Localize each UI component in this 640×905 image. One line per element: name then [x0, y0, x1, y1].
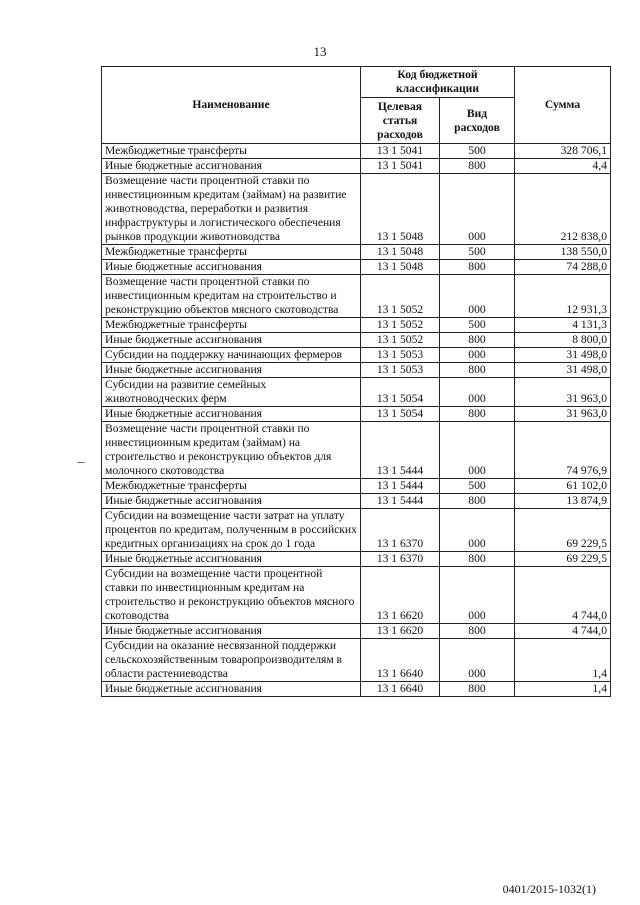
row-name: Иные бюджетные ассигнования	[102, 363, 361, 378]
row-sum: 8 800,0	[515, 333, 611, 348]
row-kind-code: 800	[440, 363, 515, 378]
row-kind-code: 000	[440, 275, 515, 318]
row-target-code: 13 1 5054	[361, 378, 440, 407]
table-row	[102, 407, 611, 422]
row-name: Иные бюджетные ассигнования	[102, 260, 361, 275]
row-sum: 69 229,5	[515, 509, 611, 552]
row-name: Субсидии на поддержку начинающих фермеров	[102, 348, 361, 363]
row-target-code: 13 1 6370	[361, 552, 440, 567]
row-name: Иные бюджетные ассигнования	[102, 624, 361, 639]
row-target-code: 13 1 5052	[361, 275, 440, 318]
row-sum: 13 874,9	[515, 494, 611, 509]
table-row	[102, 318, 611, 333]
row-sum: 31 498,0	[515, 363, 611, 378]
row-kind-code: 000	[440, 348, 515, 363]
row-kind-code: 500	[440, 144, 515, 159]
row-target-code: 13 1 5048	[361, 174, 440, 245]
row-name: Субсидии на возмещение части затрат на уплату процентов по кредитам, полученным в российских кредитных организациях на срок до 1 года	[102, 509, 361, 552]
row-kind-code: 000	[440, 639, 515, 682]
row-kind-code: 500	[440, 318, 515, 333]
table-row	[102, 260, 611, 275]
row-sum: 31 498,0	[515, 348, 611, 363]
table-row	[102, 348, 611, 363]
header-code-group: Код бюджетной классификации	[361, 67, 515, 98]
margin-mark	[77, 462, 85, 463]
row-target-code: 13 1 5052	[361, 318, 440, 333]
row-name: Иные бюджетные ассигнования	[102, 552, 361, 567]
row-target-code: 13 1 5048	[361, 260, 440, 275]
row-sum: 4 744,0	[515, 624, 611, 639]
table-row	[102, 639, 611, 682]
row-sum: 4,4	[515, 159, 611, 174]
table-body	[102, 144, 611, 697]
table-row	[102, 144, 611, 159]
row-target-code: 13 1 5041	[361, 144, 440, 159]
row-name: Субсидии на возмещение части процентной ставки по инвестиционным кредитам на строительство и реконструкцию объектов мясного скотоводства	[102, 567, 361, 624]
header-sum: Сумма	[515, 67, 611, 144]
row-sum: 74 976,9	[515, 422, 611, 479]
row-sum: 1,4	[515, 639, 611, 682]
row-kind-code: 000	[440, 567, 515, 624]
table-row	[102, 479, 611, 494]
table-row	[102, 494, 611, 509]
table-row	[102, 174, 611, 245]
document-code: 0401/2015-1032(1)	[502, 882, 596, 896]
row-target-code: 13 1 5444	[361, 422, 440, 479]
row-kind-code: 800	[440, 624, 515, 639]
row-name: Иные бюджетные ассигнования	[102, 333, 361, 348]
row-target-code: 13 1 5444	[361, 479, 440, 494]
row-kind-code: 800	[440, 159, 515, 174]
row-sum: 138 550,0	[515, 245, 611, 260]
row-sum: 69 229,5	[515, 552, 611, 567]
row-target-code: 13 1 5053	[361, 348, 440, 363]
row-kind-code: 000	[440, 422, 515, 479]
row-sum: 212 838,0	[515, 174, 611, 245]
row-target-code: 13 1 5041	[361, 159, 440, 174]
table-header	[102, 67, 611, 144]
budget-table	[101, 66, 611, 697]
table-row	[102, 567, 611, 624]
row-kind-code: 800	[440, 407, 515, 422]
row-name: Иные бюджетные ассигнования	[102, 494, 361, 509]
row-kind-code: 500	[440, 245, 515, 260]
page-number: 13	[313, 44, 327, 59]
row-name: Иные бюджетные ассигнования	[102, 159, 361, 174]
row-name: Иные бюджетные ассигнования	[102, 682, 361, 697]
row-name: Межбюджетные трансферты	[102, 245, 361, 260]
table-row	[102, 333, 611, 348]
row-sum: 328 706,1	[515, 144, 611, 159]
row-name: Субсидии на оказание несвязанной поддержки сельскохозяйственным товаропроизводителям в области растениеводства	[102, 639, 361, 682]
row-kind-code: 800	[440, 682, 515, 697]
row-kind-code: 800	[440, 552, 515, 567]
row-name: Межбюджетные трансферты	[102, 479, 361, 494]
header-kind: Вид расходов	[440, 98, 515, 144]
row-kind-code: 800	[440, 333, 515, 348]
row-name: Межбюджетные трансферты	[102, 318, 361, 333]
row-target-code: 13 1 5052	[361, 333, 440, 348]
row-name: Межбюджетные трансферты	[102, 144, 361, 159]
row-kind-code: 800	[440, 260, 515, 275]
table-row	[102, 275, 611, 318]
row-target-code: 13 1 6640	[361, 639, 440, 682]
row-target-code: 13 1 5444	[361, 494, 440, 509]
row-kind-code: 500	[440, 479, 515, 494]
row-target-code: 13 1 6620	[361, 567, 440, 624]
row-target-code: 13 1 5048	[361, 245, 440, 260]
row-kind-code: 000	[440, 174, 515, 245]
row-target-code: 13 1 6370	[361, 509, 440, 552]
header-target: Целевая статья расходов	[361, 98, 440, 144]
row-sum: 61 102,0	[515, 479, 611, 494]
row-name: Возмещение части процентной ставки по инвестиционным кредитам (займам) на строительство и реконструкцию объектов для молочного скотоводства	[102, 422, 361, 479]
row-sum: 31 963,0	[515, 378, 611, 407]
row-sum: 74 288,0	[515, 260, 611, 275]
row-target-code: 13 1 5053	[361, 363, 440, 378]
row-kind-code: 800	[440, 494, 515, 509]
row-sum: 12 931,3	[515, 275, 611, 318]
table-row	[102, 422, 611, 479]
table-row	[102, 509, 611, 552]
row-target-code: 13 1 6620	[361, 624, 440, 639]
row-kind-code: 000	[440, 509, 515, 552]
row-sum: 4 131,3	[515, 318, 611, 333]
row-sum: 4 744,0	[515, 567, 611, 624]
table-row	[102, 378, 611, 407]
row-name: Субсидии на развитие семейных животноводческих ферм	[102, 378, 361, 407]
row-target-code: 13 1 6640	[361, 682, 440, 697]
row-kind-code: 000	[440, 378, 515, 407]
header-name: Наименование	[102, 67, 361, 144]
row-sum: 31 963,0	[515, 407, 611, 422]
row-name: Иные бюджетные ассигнования	[102, 407, 361, 422]
row-name: Возмещение части процентной ставки по инвестиционным кредитам (займам) на развитие животноводства, переработки и развития инфраструктуры и логистического обеспечения рынков продукции животноводства	[102, 174, 361, 245]
table-row	[102, 552, 611, 567]
table-row	[102, 682, 611, 697]
row-target-code: 13 1 5054	[361, 407, 440, 422]
table-row	[102, 363, 611, 378]
table-row	[102, 624, 611, 639]
table-row	[102, 159, 611, 174]
row-name: Возмещение части процентной ставки по инвестиционным кредитам на строительство и реконструкцию объектов мясного скотоводства	[102, 275, 361, 318]
row-sum: 1,4	[515, 682, 611, 697]
table-row	[102, 245, 611, 260]
